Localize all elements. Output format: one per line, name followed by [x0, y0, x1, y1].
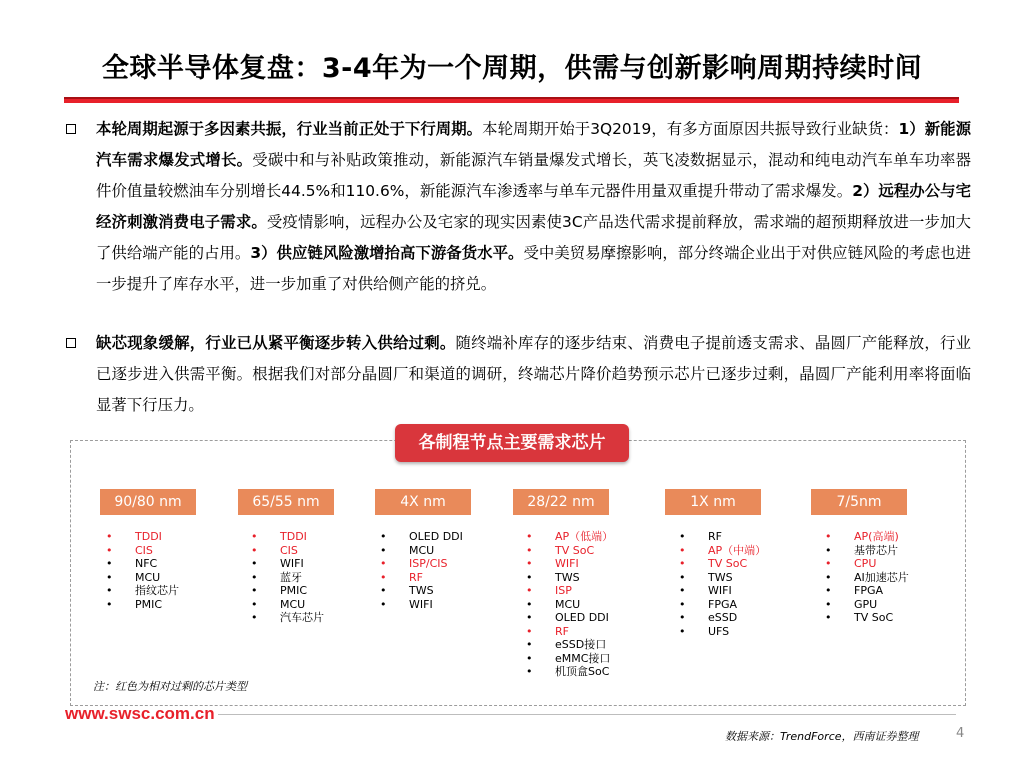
- bullet-subheading: 1）新能源汽车需求爆发式增长。: [96, 120, 971, 169]
- chip-item: • AP(高端): [825, 530, 909, 544]
- chip-item: • TDDI: [106, 530, 179, 544]
- panel-title: 各制程节点主要需求芯片: [395, 424, 629, 462]
- chip-item: • 汽车芯片: [251, 611, 324, 625]
- chip-item: • WIFI: [526, 557, 613, 571]
- chip-item: • TDDI: [251, 530, 324, 544]
- node-7-5nm: 7/5nm: [811, 489, 907, 515]
- chip-list-4xnm: [380, 530, 463, 611]
- chip-item: • 蓝牙: [251, 571, 324, 585]
- chip-item: • 机顶盒SoC: [526, 665, 613, 679]
- chip-item: • CIS: [251, 544, 324, 558]
- chip-item: • FPGA: [825, 584, 909, 598]
- chip-item: • eSSD: [679, 611, 766, 625]
- bullet-body: 受疫情影响，远程办公及宅家的现实因素使3C产品迭代需求提前释放，需求端的超预期释放进一步加大了供给端产能的占用。: [96, 213, 971, 262]
- bullet-shortage-easing: [66, 328, 971, 421]
- panel-note: 注：红色为相对过剩的芯片类型: [93, 680, 247, 693]
- chip-list-28-22nm: [526, 530, 613, 679]
- chip-item: • UFS: [679, 625, 766, 639]
- chip-item: • TWS: [679, 571, 766, 585]
- chip-list-1xnm: [679, 530, 766, 638]
- chip-item: • MCU: [526, 598, 613, 612]
- chip-list-65-55nm: [251, 530, 324, 625]
- chip-item: • eSSD接口: [526, 638, 613, 652]
- chip-item: • MCU: [106, 571, 179, 585]
- chip-item: • ISP/CIS: [380, 557, 463, 571]
- chip-item: • RF: [679, 530, 766, 544]
- chip-item: • 基带芯片: [825, 544, 909, 558]
- bullet-body: 受碳中和与补贴政策推动，新能源汽车销量爆发式增长，英飞凌数据显示，混动和纯电动汽车单车功率器件价值量较燃油车分别增长44.5%和110.6%，新能源汽车渗透率与单车元器件用量双重提升带动了需求爆发。: [96, 151, 971, 200]
- chip-item: • GPU: [825, 598, 909, 612]
- bullet-body: 随终端补库存的逐步结束、消费电子提前透支需求、晶圆厂产能释放，行业已逐步进入供需平衡。根据我们对部分晶圆厂和渠道的调研，终端芯片降价趋势预示芯片已逐步过剩，晶圆厂产能利用率将面临显著下行压力。: [96, 334, 971, 414]
- node-90-80nm: 90/80 nm: [100, 489, 196, 515]
- chip-item: • WIFI: [380, 598, 463, 612]
- title-underline: [64, 97, 959, 103]
- bullet-heading: 缺芯现象缓解，行业已从紧平衡逐步转入供给过剩。: [96, 334, 456, 352]
- title-underline-red: [64, 99, 959, 103]
- chip-item: • WIFI: [251, 557, 324, 571]
- chip-item: • MCU: [380, 544, 463, 558]
- page-title: 全球半导体复盘：3-4年为一个周期，供需与创新影响周期持续时间: [101, 53, 923, 84]
- chip-item: • OLED DDI: [526, 611, 613, 625]
- chip-item: • AP（低端）: [526, 530, 613, 544]
- chip-item: • 指纹芯片: [106, 584, 179, 598]
- chip-item: • ISP: [526, 584, 613, 598]
- chip-item: • AI加速芯片: [825, 571, 909, 585]
- chip-item: • TWS: [526, 571, 613, 585]
- chip-item: • RF: [526, 625, 613, 639]
- chip-item: • AP（中端）: [679, 544, 766, 558]
- chip-item: • TV SoC: [679, 557, 766, 571]
- footer-divider: [218, 714, 956, 715]
- chip-item: • OLED DDI: [380, 530, 463, 544]
- chip-item: • WIFI: [679, 584, 766, 598]
- chip-item: • CPU: [825, 557, 909, 571]
- node-4xnm: 4X nm: [375, 489, 471, 515]
- bullet-text: [96, 328, 971, 421]
- checkbox-bullet-icon: [66, 124, 76, 134]
- bullet-heading: 本轮周期起源于多因素共振，行业当前正处于下行周期。: [96, 120, 483, 138]
- checkbox-bullet-icon: [66, 338, 76, 348]
- chip-item: • RF: [380, 571, 463, 585]
- chip-item: • PMIC: [251, 584, 324, 598]
- footer-url: www.swsc.com.cn: [65, 704, 215, 723]
- node-28-22nm: 28/22 nm: [513, 489, 609, 515]
- data-source: 数据来源：TrendForce，西南证券整理: [725, 730, 919, 743]
- chip-item: • NFC: [106, 557, 179, 571]
- chip-list-90-80nm: [106, 530, 179, 611]
- chip-item: • CIS: [106, 544, 179, 558]
- bullet-subheading: 3）供应链风险激增抬高下游备货水平。: [250, 244, 524, 262]
- chip-item: • TWS: [380, 584, 463, 598]
- page-number: 4: [956, 726, 965, 741]
- node-65-55nm: 65/55 nm: [238, 489, 334, 515]
- chip-item: • eMMC接口: [526, 652, 613, 666]
- chip-item: • FPGA: [679, 598, 766, 612]
- chip-list-7-5nm: [825, 530, 909, 625]
- chip-item: • TV SoC: [825, 611, 909, 625]
- bullet-subheading: 2）远程办公与宅经济刺激消费电子需求。: [96, 182, 971, 231]
- bullet-body: 本轮周期开始于3Q2019，有多方面原因共振导致行业缺货：: [482, 120, 899, 138]
- node-1xnm: 1X nm: [665, 489, 761, 515]
- chip-item: • TV SoC: [526, 544, 613, 558]
- bullet-text: [96, 114, 971, 300]
- chip-item: • MCU: [251, 598, 324, 612]
- bullet-body: 受中美贸易摩擦影响，部分终端企业出于对供应链风险的考虑也进一步提升了库存水平，进一步加重了对供给侧产能的挤兑。: [96, 244, 971, 293]
- chip-item: • PMIC: [106, 598, 179, 612]
- bullet-cycle-origin: [66, 114, 971, 300]
